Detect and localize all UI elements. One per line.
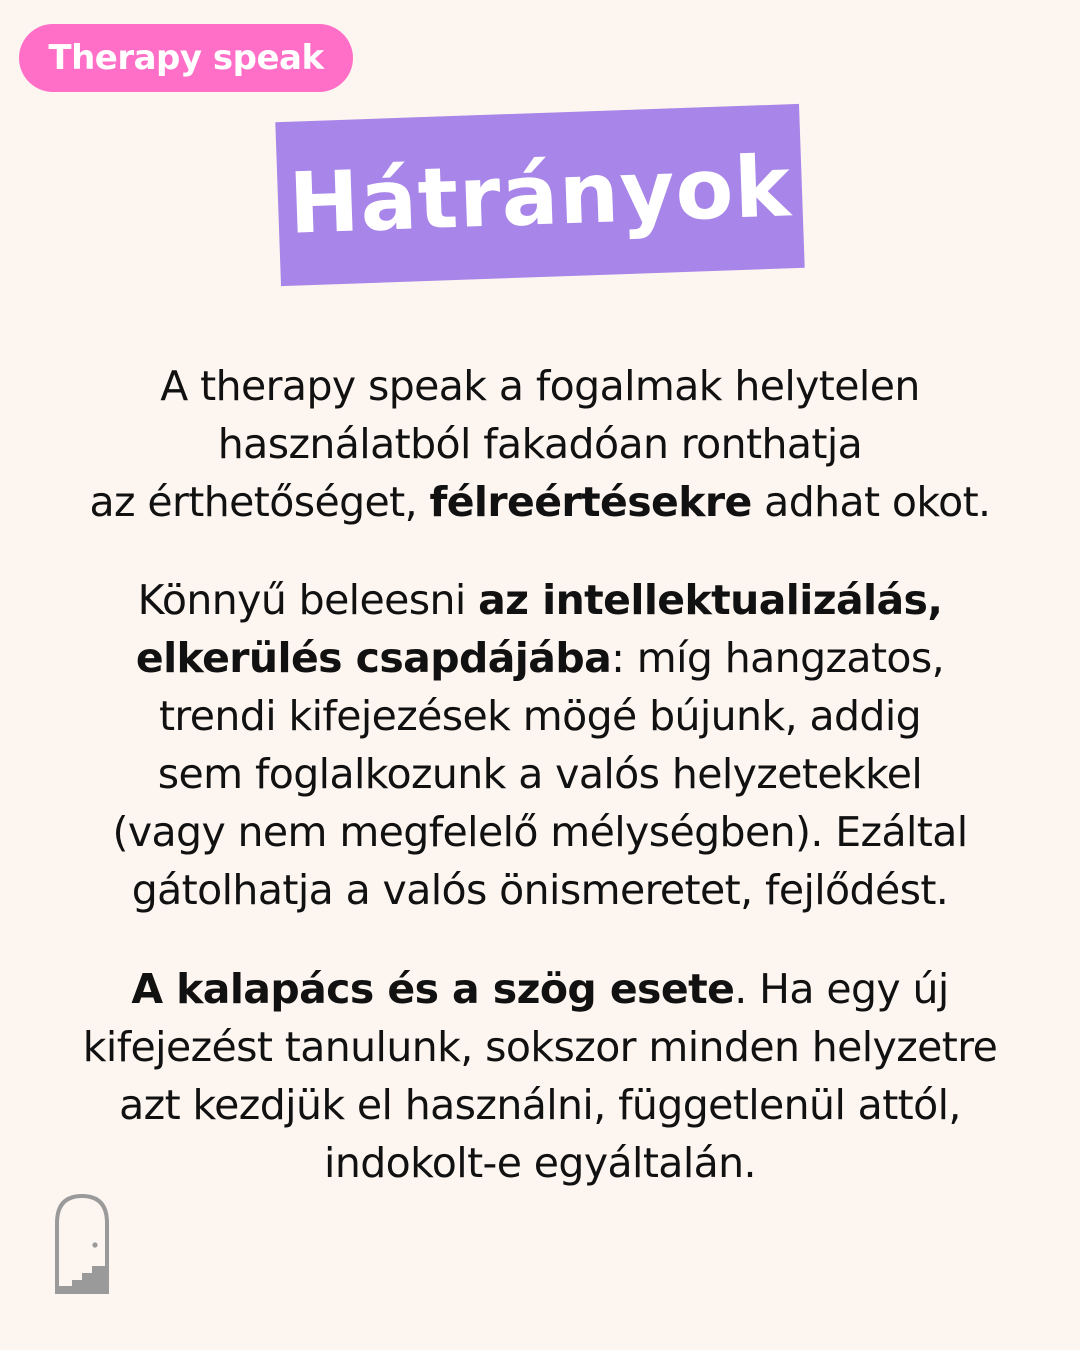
paragraph-line (0, 1134, 1080, 1192)
bold-text: az intellektualizálás, (478, 576, 943, 624)
text: indokolt-e egyáltalán. (324, 1139, 756, 1187)
paragraph-1 (0, 357, 1080, 531)
paragraph-line (0, 745, 1080, 803)
text: (vagy nem megfelelő mélységben). Ezáltal (112, 808, 968, 856)
bold-text: elkerülés csapdájába (135, 634, 612, 682)
paragraph-line (0, 803, 1080, 861)
text: sem foglalkozunk a valós helyzetekkel (157, 750, 923, 798)
paragraph-line (0, 1076, 1080, 1134)
text: az érthetőséget, (89, 478, 430, 526)
text: trendi kifejezések mögé bújunk, addig (158, 692, 922, 740)
text: A therapy speak a fogalmak helytelen (160, 362, 920, 410)
text: adhat okot. (751, 478, 991, 526)
therapy-speak-tag: Therapy speak (19, 24, 353, 92)
bold-text: félreértésekre (429, 478, 752, 526)
text: használatból fakadóan ronthatja (217, 420, 863, 468)
page-title: Hátrányok (287, 137, 793, 253)
paragraph-line (0, 687, 1080, 745)
text: azt kezdjük el használni, függetlenül attól, (119, 1081, 961, 1129)
paragraph-line (0, 473, 1080, 531)
paragraph-line (0, 1018, 1080, 1076)
paragraph-line (0, 357, 1080, 415)
paragraph-line (0, 861, 1080, 919)
text: Könnyű beleesni (137, 576, 479, 624)
paragraph-3 (0, 960, 1080, 1192)
text: kifejezést tanulunk, sokszor minden helyzetre (82, 1023, 998, 1071)
paragraph-line (0, 571, 1080, 629)
paragraph-line (0, 629, 1080, 687)
text: . Ha egy új (734, 965, 949, 1013)
paragraph-line (0, 415, 1080, 473)
text: : míg hangzatos, (611, 634, 945, 682)
bold-text: A kalapács és a szög esete (131, 965, 735, 1013)
text: gátolhatja a valós önismeretet, fejlődést. (131, 866, 949, 914)
paragraph-line (0, 960, 1080, 1018)
arch-door-logo-icon (54, 1193, 110, 1295)
paragraph-2 (0, 571, 1080, 919)
